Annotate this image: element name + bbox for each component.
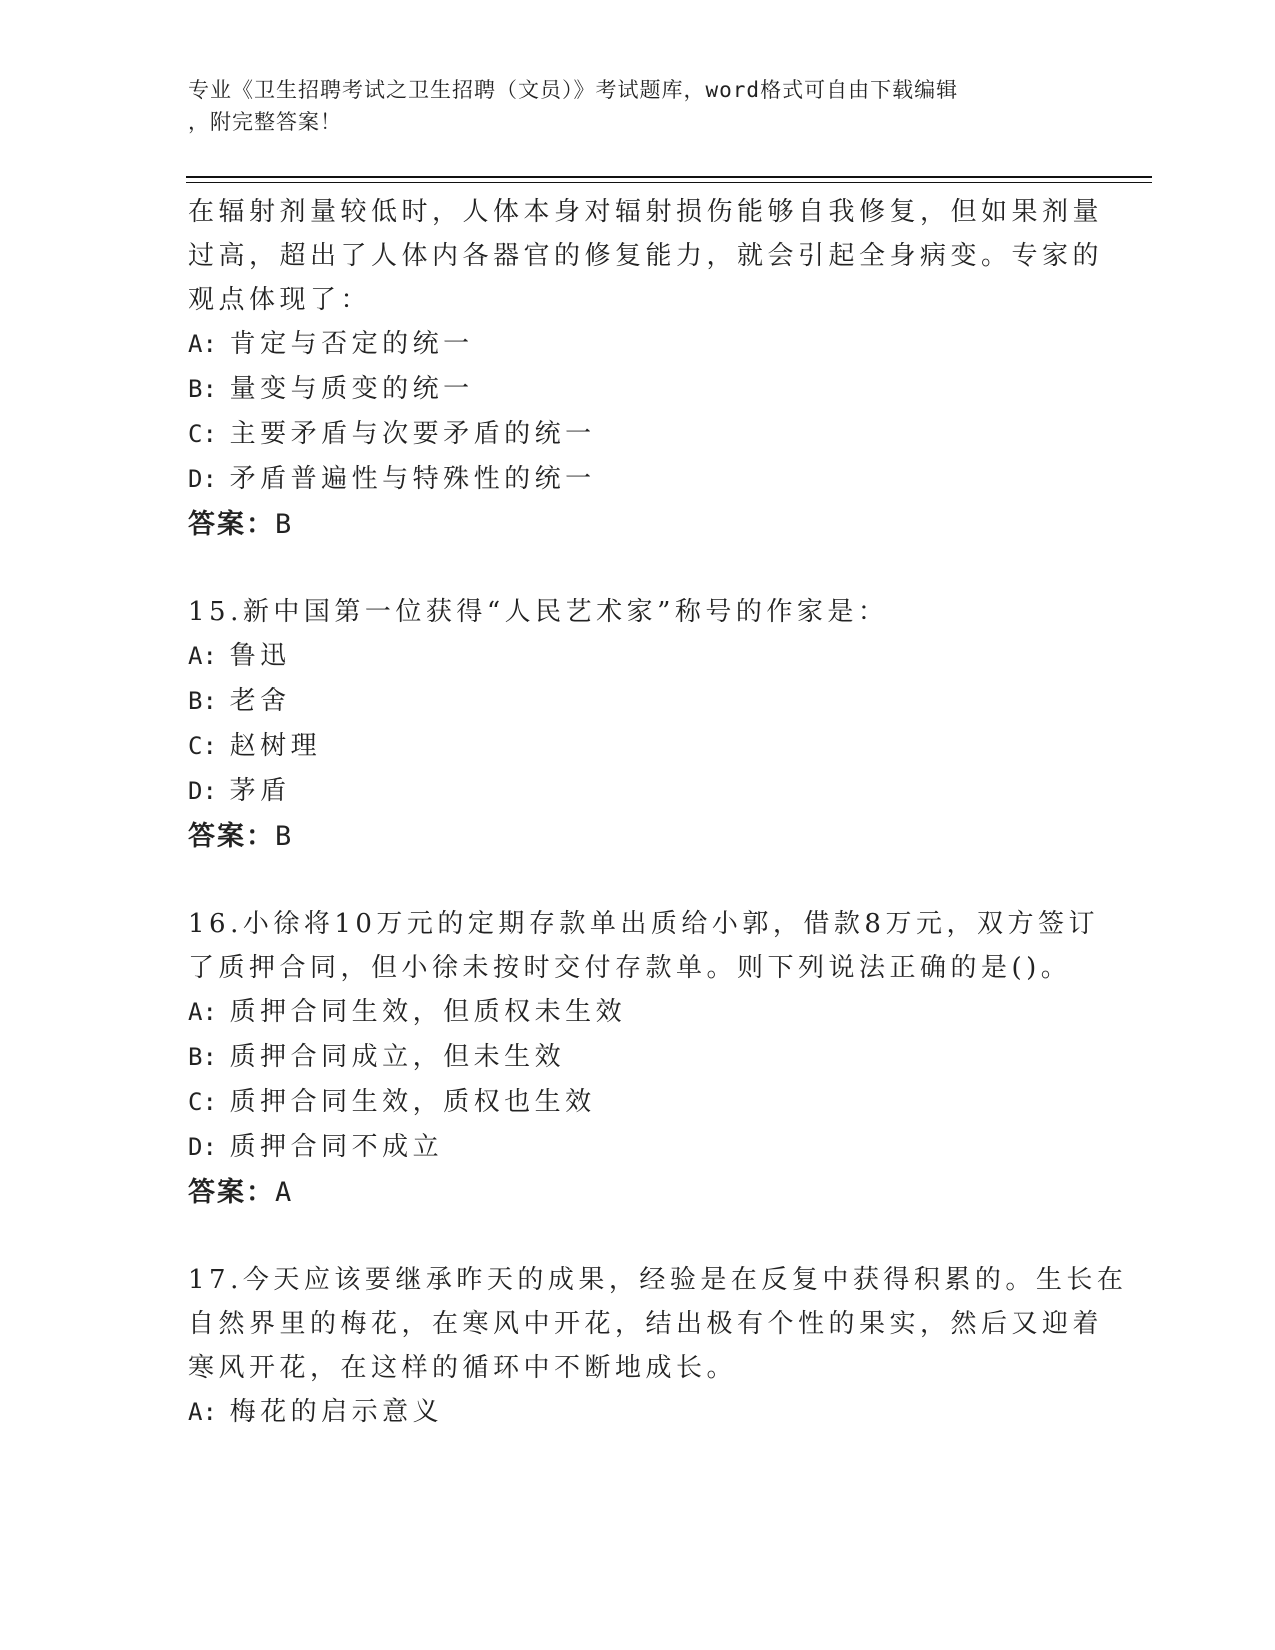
option-c [188, 412, 1088, 457]
option-text: 梅花的启示意义 [229, 1397, 444, 1427]
answer-label: 答案： [188, 821, 275, 852]
answer-label: 答案： [188, 1177, 275, 1208]
option-text: 肯定与否定的统一 [229, 329, 474, 359]
answer-label: 答案： [188, 509, 275, 540]
option-text: 质押合同生效，质权也生效 [229, 1087, 596, 1117]
answer-line [188, 502, 1088, 548]
option-letter: C: [188, 420, 217, 448]
option-text: 老舍 [229, 686, 291, 716]
question-stem-line: 观点体现了： [188, 285, 372, 315]
option-a [188, 1390, 1088, 1435]
option-text: 主要矛盾与次要矛盾的统一 [229, 419, 596, 449]
answer-value: B [275, 821, 294, 852]
question-spacer [188, 1216, 1088, 1258]
question-spacer [188, 548, 1088, 590]
option-letter: A: [188, 330, 217, 358]
question-stem-line: 15.新中国第一位获得“人民艺术家”称号的作家是： [188, 597, 889, 627]
option-text: 量变与质变的统一 [229, 374, 474, 404]
option-letter: A: [188, 998, 217, 1026]
header-divider-thick [186, 176, 1152, 178]
option-text: 鲁迅 [229, 641, 291, 671]
option-text: 质押合同生效，但质权未生效 [229, 997, 627, 1027]
option-text: 质押合同不成立 [229, 1132, 444, 1162]
option-letter: D: [188, 465, 217, 493]
option-text: 矛盾普遍性与特殊性的统一 [229, 464, 596, 494]
question-15 [188, 590, 1088, 860]
option-c [188, 1080, 1088, 1125]
option-d [188, 1125, 1088, 1170]
header-line-1: 专业《卫生招聘考试之卫生招聘（文员）》考试题库，word格式可自由下载编辑 [188, 78, 959, 102]
question-stem-line: 17.今天应该要继承昨天的成果，经验是在反复中获得积累的。生长在 [188, 1265, 1128, 1295]
option-a [188, 322, 1088, 367]
question-stem-line: 过高，超出了人体内各器官的修复能力，就会引起全身病变。专家的 [188, 241, 1104, 271]
question-stem-line: 16.小徐将10万元的定期存款单出质给小郭，借款8万元，双方签订 [188, 909, 1099, 939]
question-stem-line: 寒风开花，在这样的循环中不断地成长。 [188, 1353, 738, 1383]
question-stem-line: 了质押合同，但小徐未按时交付存款单。则下列说法正确的是()。 [188, 953, 1072, 983]
answer-value: A [275, 1177, 294, 1208]
option-letter: A: [188, 642, 217, 670]
option-text: 茅盾 [229, 776, 291, 806]
option-text: 质押合同成立，但未生效 [229, 1042, 566, 1072]
question-17 [188, 1258, 1128, 1435]
option-text: 赵树理 [229, 731, 322, 761]
option-a [188, 634, 1088, 679]
option-d [188, 457, 1088, 502]
question-list [188, 190, 1128, 1435]
question-stem-line: 自然界里的梅花，在寒风中开花，结出极有个性的果实，然后又迎着 [188, 1309, 1104, 1339]
answer-line [188, 814, 1088, 860]
option-letter: A: [188, 1398, 217, 1426]
option-b [188, 679, 1088, 724]
option-a [188, 990, 1088, 1035]
header-divider-thin [186, 182, 1152, 183]
option-letter: D: [188, 1133, 217, 1161]
header-line-2: ，附完整答案！ [188, 110, 342, 134]
question-spacer [188, 860, 1088, 902]
option-letter: C: [188, 732, 217, 760]
option-letter: C: [188, 1088, 217, 1116]
option-letter: B: [188, 1043, 217, 1071]
document-header [188, 74, 1068, 138]
option-b [188, 367, 1088, 412]
question-stem-line: 在辐射剂量较低时，人体本身对辐射损伤能够自我修复，但如果剂量 [188, 197, 1104, 227]
answer-value: B [275, 509, 294, 540]
option-letter: B: [188, 375, 217, 403]
option-c [188, 724, 1088, 769]
option-letter: B: [188, 687, 217, 715]
option-d [188, 769, 1088, 814]
option-letter: D: [188, 777, 217, 805]
question-16 [188, 902, 1099, 1216]
option-b [188, 1035, 1088, 1080]
question-14 [188, 190, 1104, 548]
answer-line [188, 1170, 1088, 1216]
